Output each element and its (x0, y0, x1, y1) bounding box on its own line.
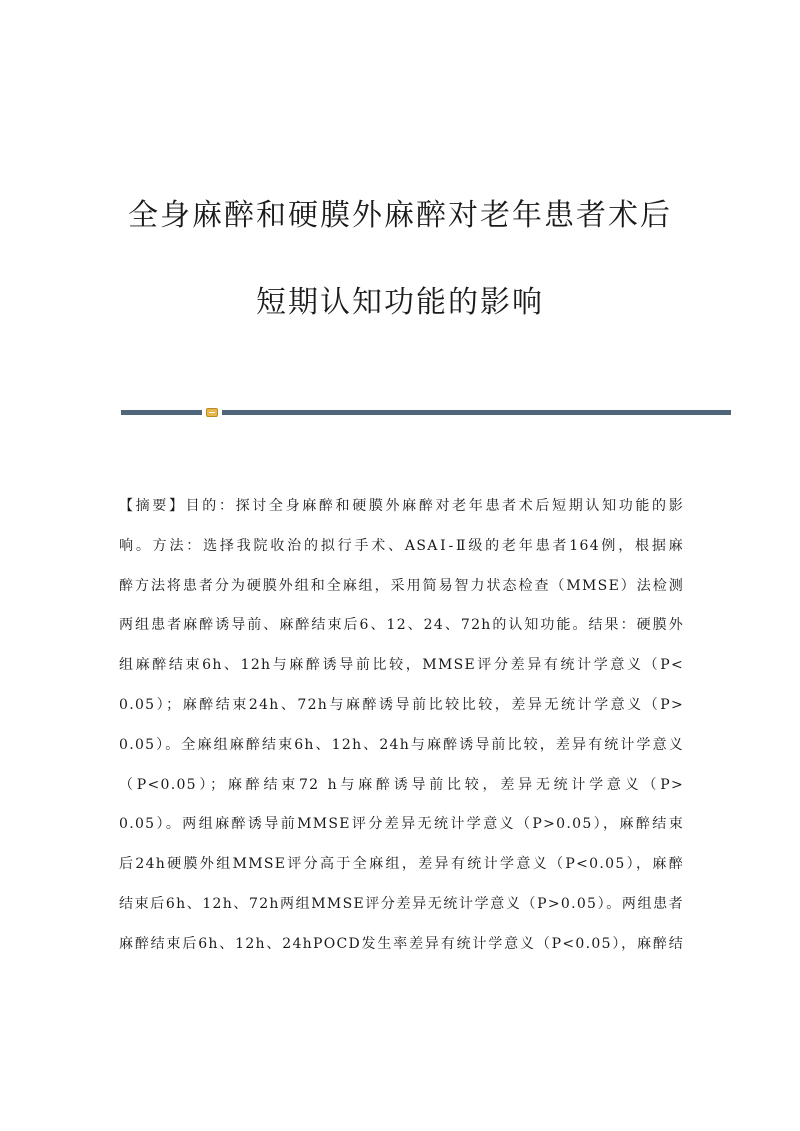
divider-bar-right (222, 410, 731, 415)
abstract-line: 两组患者麻醉诱导前、麻醉结束后6、12、24、72h的认知功能。结果：硬膜外 (119, 617, 684, 634)
divider-bar-left (121, 410, 202, 415)
abstract-line: 0.05）。全麻组麻醉结束6h、12h、24h与麻醉诱导前比较，差异有统计学意义 (119, 736, 684, 753)
title-divider (121, 408, 731, 418)
abstract-line: 结束后6h、12h、72h两组MMSE评分差异无统计学意义（P>0.05）。两组患者 (119, 895, 684, 912)
divider-badge-icon (206, 408, 218, 417)
abstract-line: 【摘要】目的：探讨全身麻醉和硬膜外麻醉对老年患者术后短期认知功能的影 (119, 498, 684, 514)
abstract-line: 醉方法将患者分为硬膜外组和全麻组，采用简易智力状态检查（MMSE）法检测 (119, 577, 684, 594)
abstract-line: 0.05）；麻醉结束24h、72h与麻醉诱导前比较比较，差异无统计学意义（P> (119, 696, 684, 713)
document-title-line-2: 短期认知功能的影响 (256, 285, 544, 320)
abstract-line: （P<0.05）；麻醉结束72 h与麻醉诱导前比较，差异无统计学意义（P> (119, 776, 684, 793)
abstract-line: 组麻醉结束6h、12h与麻醉诱导前比较，MMSE评分差异有统计学意义（P< (119, 657, 684, 674)
abstract-line: 响。方法：选择我院收治的拟行手术、ASAⅠ-Ⅱ级的老年患者164例，根据麻 (119, 537, 684, 554)
abstract-line: 麻醉结束后6h、12h、24hPOCD发生率差异有统计学意义（P<0.05），麻醉结 (119, 935, 684, 952)
abstract-line: 0.05）。两组麻醉诱导前MMSE评分差异无统计学意义（P>0.05），麻醉结束 (119, 816, 684, 833)
abstract-line: 后24h硬膜外组MMSE评分高于全麻组，差异有统计学意义（P<0.05），麻醉 (119, 856, 684, 873)
abstract-paragraph (119, 487, 684, 965)
document-title-line-1: 全身麻醉和硬膜外麻醉对老年患者术后 (128, 198, 672, 233)
